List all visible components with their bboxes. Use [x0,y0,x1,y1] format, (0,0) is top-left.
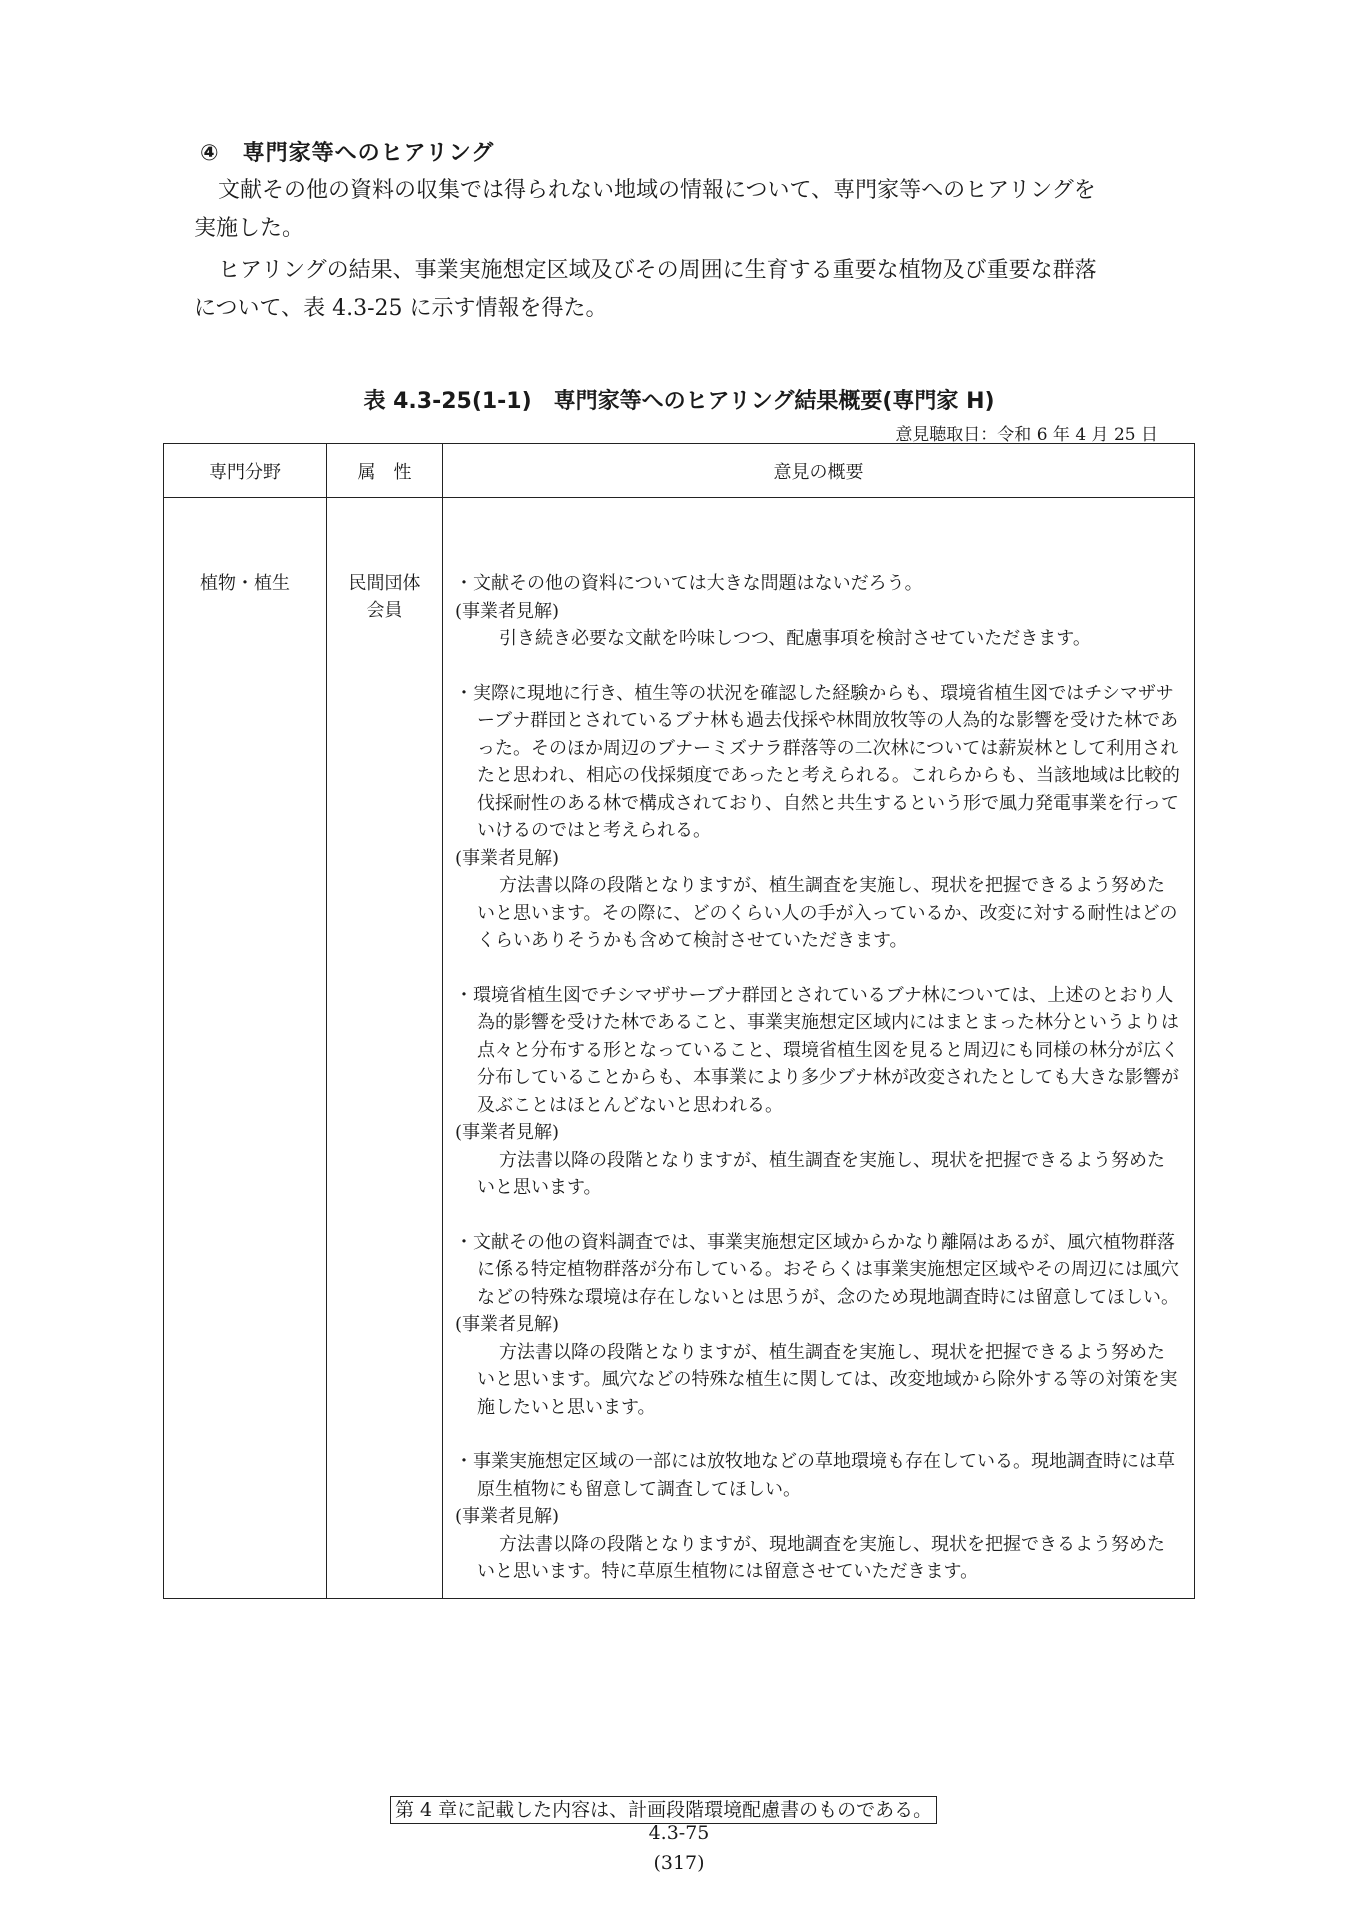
intro-paragraph-1 [194,172,1220,248]
table-caption: 表 4.3-25(1-1) 専門家等へのヒアリング結果概要(専門家 H) [363,389,995,414]
paragraph-line: について、表 4.3-25 に示す情報を得た。 [194,296,608,321]
header-opinion-summary: 意見の概要 [443,444,1195,498]
hearing-results-table [163,443,1195,1599]
paragraph-line: ヒアリングの結果、事業実施想定区域及びその周囲に生育する重要な植物及び重要な群落 [218,258,1097,283]
table-row [164,498,1195,1599]
footer-note: 第 4 章に記載した内容は、計画段階環境配慮書のものである。 [390,1796,937,1824]
business-response: 方法書以降の段階となりますが、現地調査を実施し、現状を把握できるよう努めたいと思います。特に草原生植物には留意させていただきます。 [477,1533,1165,1582]
business-response: 引き続き必要な文献を吟味しつつ、配慮事項を検討させていただきます。 [499,628,1091,649]
response-label: (事業者見解) [455,600,560,622]
header-attribute: 属 性 [327,444,443,498]
paragraph-line: 実施した。 [194,216,305,241]
cell-opinions [443,498,1195,1599]
expert-comment: ・環境省植生図でチシマザサーブナ群団とされているブナ林については、上述のとおり人為的影響を受けた林であること、事業実施想定区域内にはまとまった林分というよりは点々と分布する形となっていること、環境省植生図を見ると周辺にも同様の林分が広く分布していることからも、本事業により多少ブナ林が改変されたとしても大きな影響が及ぶことはほとんどないと思われる。 [455,984,1179,1116]
page-sub-number: (317) [653,1852,705,1874]
business-response: 方法書以降の段階となりますが、植生調査を実施し、現状を把握できるよう努めたいと思います。 [477,1149,1165,1198]
opinion-item [455,570,1182,653]
page-number: 4.3-75 [648,1822,710,1844]
opinion-item [455,1229,1182,1422]
response-label: (事業者見解) [455,1122,560,1143]
section-heading: ④ 専門家等へのヒアリング [200,141,495,166]
opinion-item [455,982,1182,1202]
response-label: (事業者見解) [455,847,560,869]
intro-paragraph-2 [194,252,1220,328]
cell-attribute [327,498,443,1599]
expert-comment: ・実際に現地に行き、植生等の状況を確認した経験からも、環境省植生図ではチシマザサーブナ群団とされているブナ林も過去伐採や林間放牧等の人為的な影響を受けた林であった。そのほか周辺のブナーミズナラ群落等の二次林については薪炭林として利用されたと思われ、相応の伐採頻度であったと考えられる。これらからも、当該地域は比較的伐採耐性のある林で構成されており、自然と共生するという形で風力発電事業を行っていけるのではと考えられる。 [455,682,1180,841]
expert-comment: ・事業実施想定区域の一部には放牧地などの草地環境も存在している。現地調査時には草原生植物にも留意して調査してほしい。 [455,1451,1175,1500]
attribute-text: 民間団体会員 [348,573,421,621]
business-response: 方法書以降の段階となりますが、植生調査を実施し、現状を把握できるよう努めたいと思います。その際に、どのくらい人の手が入っているか、改変に対する耐性はどのくらいありそうかも含めて検討させていただきます。 [477,875,1178,951]
table-header-row [164,444,1195,498]
opinion-item [455,680,1182,955]
opinion-item [455,1448,1182,1586]
response-label: (事業者見解) [455,1314,560,1335]
response-label: (事業者見解) [455,1506,560,1527]
interview-date: 意見聴取日：令和 6 年 4 月 25 日 [895,425,1158,445]
cell-field: 植物・植生 [164,498,327,1599]
paragraph-line: 文献その他の資料の収集では得られない地域の情報について、専門家等へのヒアリングを [218,178,1096,203]
header-field: 専門分野 [164,444,327,498]
expert-comment: ・文献その他の資料については大きな問題はないだろう。 [455,573,923,594]
business-response: 方法書以降の段階となりますが、植生調査を実施し、現状を把握できるよう努めたいと思います。風穴などの特殊な植生に関しては、改変地域から除外する等の対策を実施したいと思います。 [477,1341,1178,1418]
expert-comment: ・文献その他の資料調査では、事業実施想定区域からかなり離隔はあるが、風穴植物群落に係る特定植物群落が分布している。おそらくは事業実施想定区域やその周辺には風穴などの特殊な環境は存在しないとは思うが、念のため現地調査時には留意してほしい。 [455,1231,1179,1308]
